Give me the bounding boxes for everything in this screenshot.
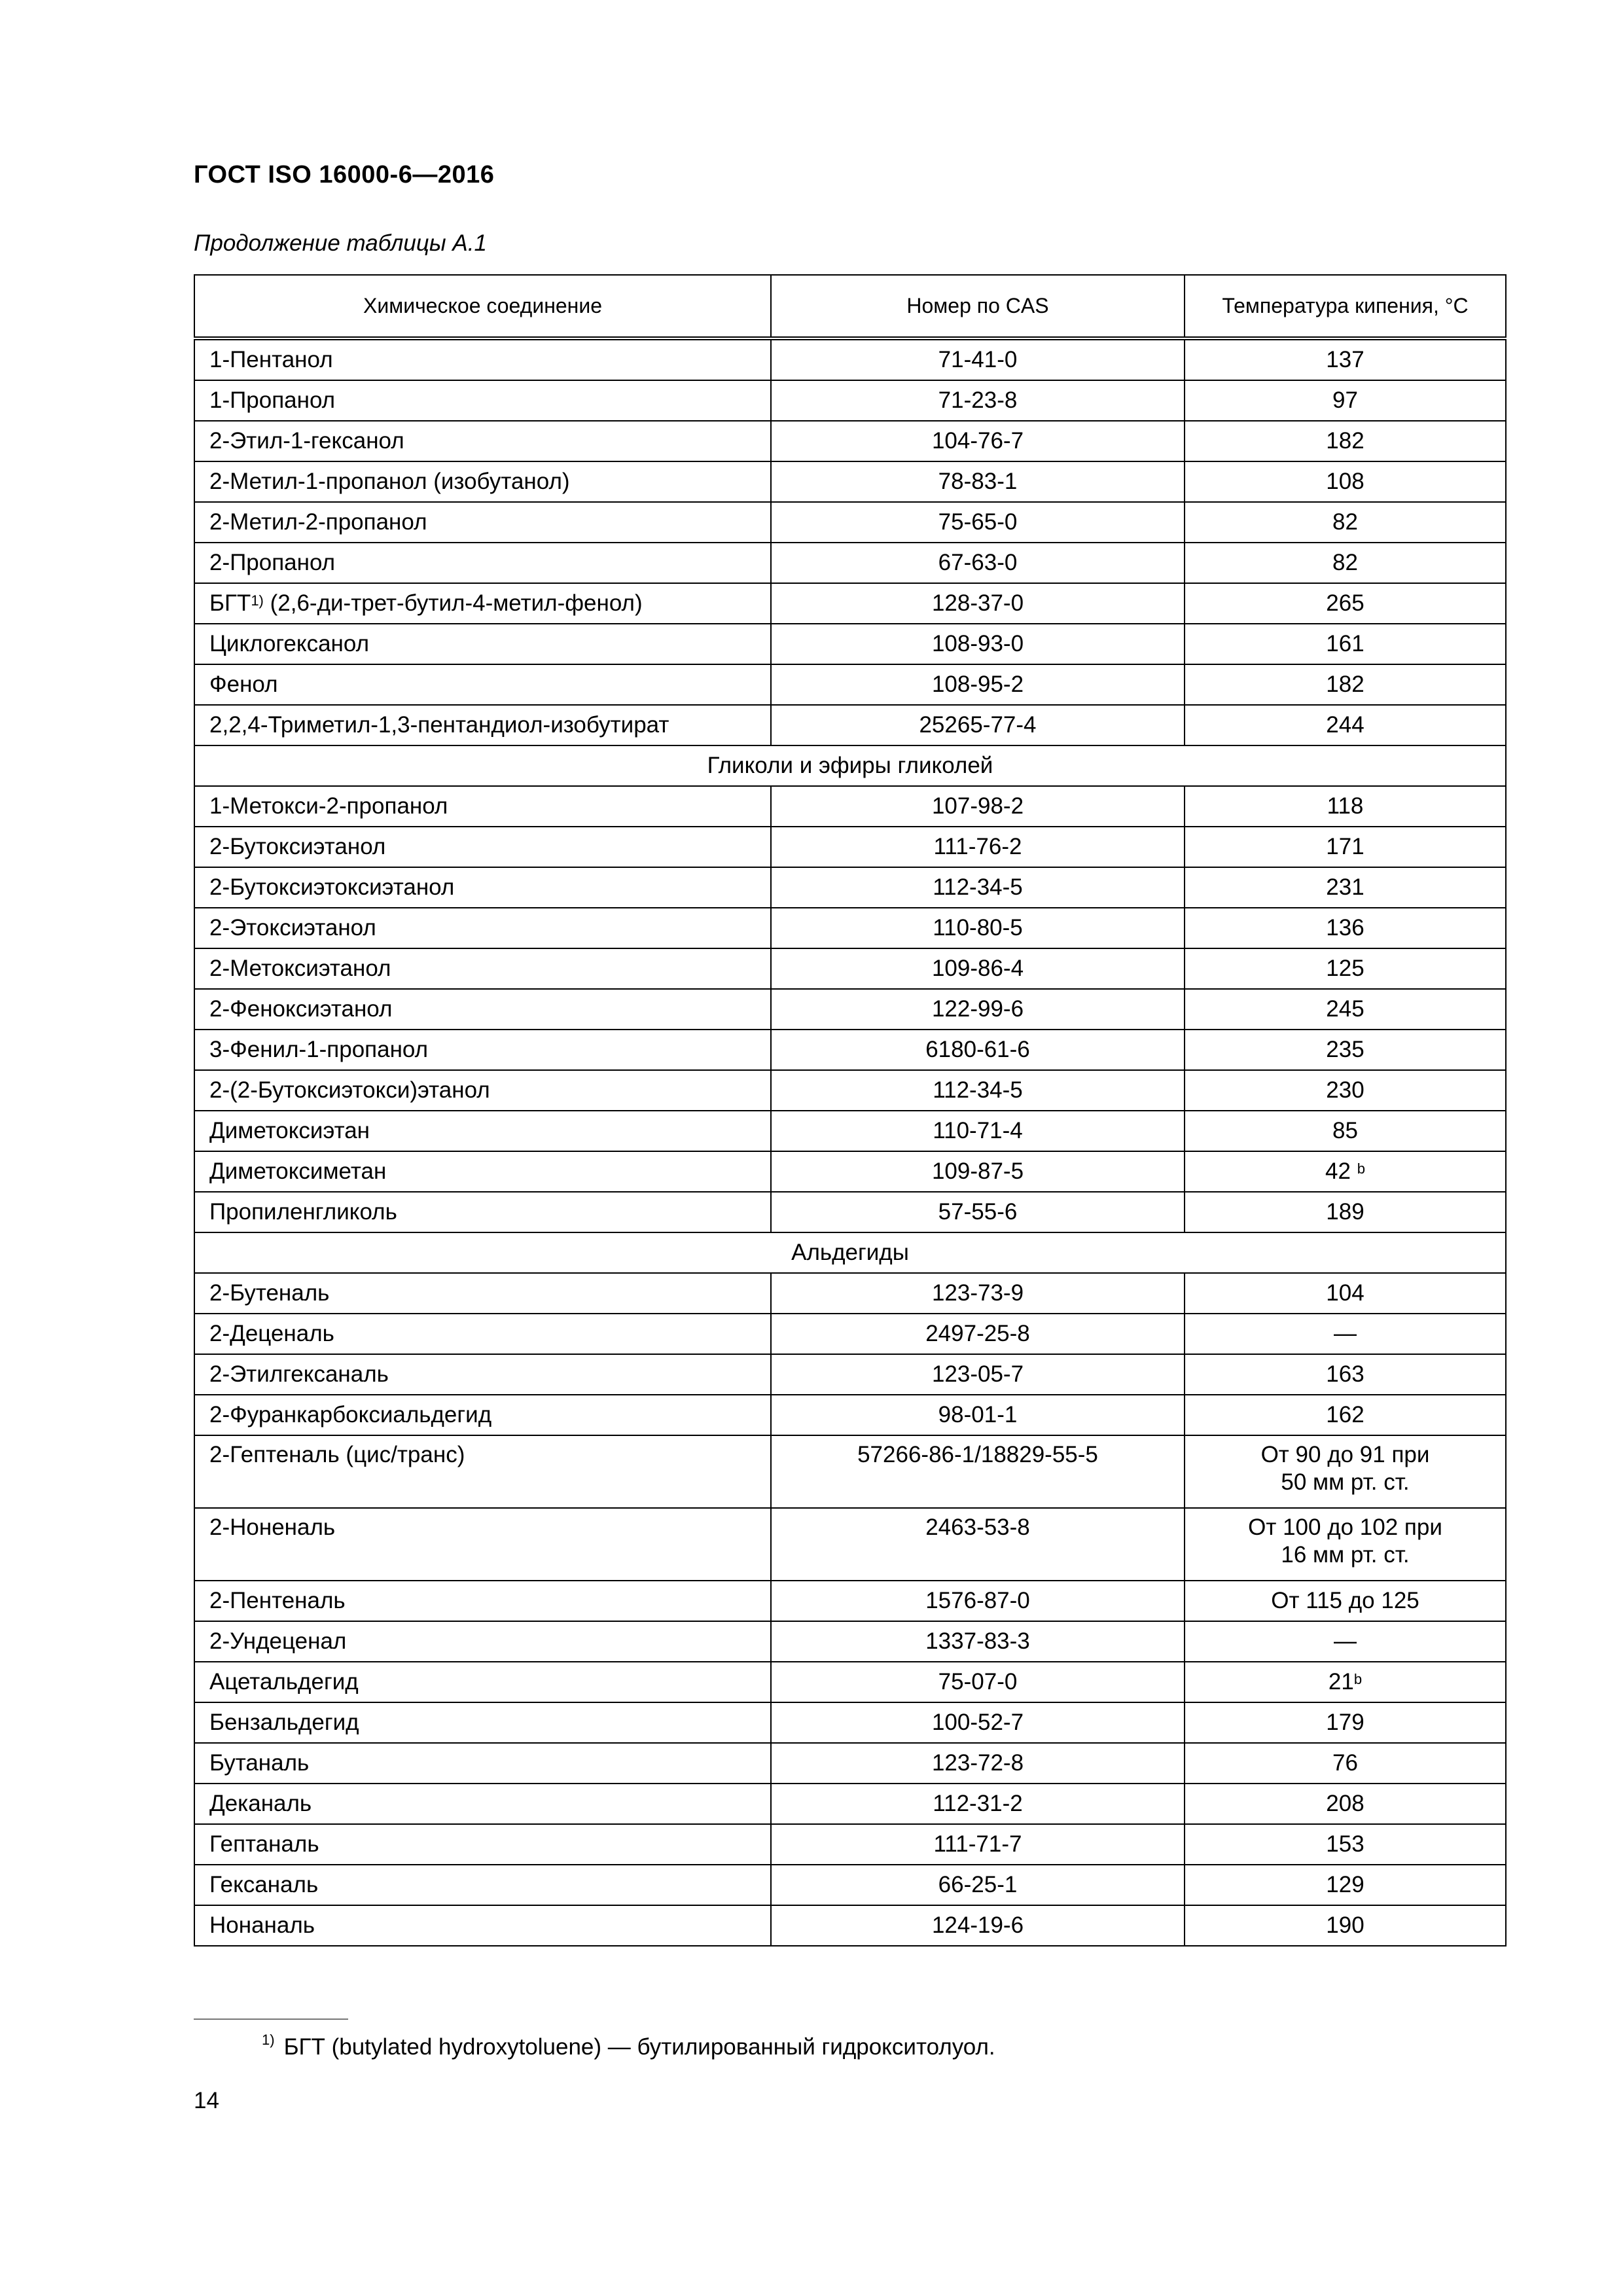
section-row [194, 745, 1506, 786]
boiling-point: От 90 до 91 при [1260, 1442, 1430, 1467]
compound-name-cell [194, 827, 771, 867]
compound-name: 2-Этилгексаналь [209, 1361, 389, 1387]
boiling-point-cell [1185, 1865, 1506, 1905]
compound-name: Диметоксиэтан [209, 1118, 370, 1143]
boiling-point-cell [1185, 421, 1506, 461]
boiling-point-cell [1185, 1662, 1506, 1702]
boiling-point: 76 [1332, 1750, 1358, 1776]
compound-name-cell [194, 502, 771, 543]
compound-name: Бензальдегид [209, 1710, 359, 1735]
compound-name-cell [194, 380, 771, 421]
compound-name: Диметоксиметан [209, 1158, 387, 1184]
table-row [194, 502, 1506, 543]
boiling-point-cell [1185, 1030, 1506, 1070]
compound-name: Гексаналь [209, 1872, 319, 1897]
compound-name-cell [194, 1192, 771, 1232]
table-row [194, 1743, 1506, 1784]
boiling-point-cell [1185, 1824, 1506, 1865]
compound-name-cell [194, 705, 771, 745]
boiling-point: 104 [1326, 1280, 1364, 1306]
boiling-point-cell [1185, 380, 1506, 421]
compound-name-cell [194, 421, 771, 461]
table-row [194, 948, 1506, 989]
boiling-point-cell [1185, 664, 1506, 705]
table-row [194, 1662, 1506, 1702]
boiling-point-cell [1185, 1111, 1506, 1151]
boiling-point-cell [1185, 1314, 1506, 1354]
boiling-point: 208 [1326, 1791, 1364, 1816]
table-row [194, 1905, 1506, 1946]
compound-name: 3-Фенил-1-пропанол [209, 1037, 429, 1062]
cas-number: 71-41-0 [771, 338, 1185, 380]
compound-name: Нонаналь [209, 1912, 315, 1938]
compound-name-cell [194, 1865, 771, 1905]
boiling-point-cell [1185, 1905, 1506, 1946]
table-row [194, 338, 1506, 380]
table-row [194, 1824, 1506, 1865]
table-row [194, 1151, 1506, 1192]
table-row [194, 786, 1506, 827]
compound-name-continued: (2,6-ди-трет-бутил-4-метил-фенол) [263, 590, 643, 616]
compound-name-cell [194, 908, 771, 948]
boiling-point: 163 [1326, 1361, 1364, 1387]
compound-name-cell [194, 664, 771, 705]
cas-number: 112-34-5 [771, 867, 1185, 908]
compound-name-cell [194, 1151, 771, 1192]
boiling-point: 161 [1326, 631, 1364, 656]
cas-number: 1337-83-3 [771, 1621, 1185, 1662]
cas-number: 123-72-8 [771, 1743, 1185, 1784]
boiling-point-cell [1185, 1581, 1506, 1621]
boiling-point-cell [1185, 867, 1506, 908]
boiling-point-cell [1185, 1702, 1506, 1743]
compounds-table [194, 274, 1507, 1946]
boiling-point-cell [1185, 705, 1506, 745]
compound-name-cell [194, 1905, 771, 1946]
boiling-point: 85 [1332, 1118, 1358, 1143]
cas-number: 109-86-4 [771, 948, 1185, 989]
table-row [194, 421, 1506, 461]
boiling-point-cell [1185, 583, 1506, 624]
cas-number: 67-63-0 [771, 543, 1185, 583]
cas-number: 98-01-1 [771, 1395, 1185, 1435]
compound-name: 2-Метил-1-пропанол (изобутанол) [209, 469, 570, 494]
boiling-point-cell [1185, 948, 1506, 989]
compound-name-cell [194, 543, 771, 583]
boiling-point: 97 [1332, 387, 1358, 413]
table-row [194, 1621, 1506, 1662]
cas-number: 78-83-1 [771, 461, 1185, 502]
table-row [194, 908, 1506, 948]
boiling-point: — [1334, 1321, 1357, 1346]
boiling-point: 189 [1326, 1199, 1364, 1225]
compound-name: 2-Деценаль [209, 1321, 334, 1346]
section-row [194, 1232, 1506, 1273]
compound-name-cell [194, 624, 771, 664]
boiling-point: 265 [1326, 590, 1364, 616]
boiling-point: От 100 до 102 при [1248, 1515, 1442, 1540]
compound-name-cell [194, 1273, 771, 1314]
table-caption: Продолжение таблицы А.1 [194, 230, 487, 256]
compound-name: БГТ [209, 590, 251, 616]
compound-name: Фенол [209, 672, 278, 697]
boiling-point: 137 [1326, 347, 1364, 372]
compound-name: 2-Фуранкарбоксиальдегид [209, 1402, 492, 1427]
cas-number: 57266-86-1/18829-55-5 [771, 1435, 1185, 1508]
cas-number: 123-73-9 [771, 1273, 1185, 1314]
boiling-point: 21 [1328, 1669, 1354, 1695]
cas-number: 104-76-7 [771, 421, 1185, 461]
footnote-text: БГТ (butylated hydroxytoluene) — бутилированный гидрокситолуол. [283, 2034, 995, 2060]
table-row [194, 1784, 1506, 1824]
compound-name: 2-Пропанол [209, 550, 336, 575]
table-row [194, 1581, 1506, 1621]
boiling-point-cell [1185, 543, 1506, 583]
compound-name-cell [194, 1395, 771, 1435]
compound-name: 2-Ундеценал [209, 1628, 347, 1654]
boiling-point: 235 [1326, 1037, 1364, 1062]
compound-name-cell [194, 948, 771, 989]
table-row [194, 1354, 1506, 1395]
compound-name-cell [194, 1354, 771, 1395]
table-row [194, 1395, 1506, 1435]
cas-number: 66-25-1 [771, 1865, 1185, 1905]
compound-name-cell [194, 1743, 771, 1784]
boiling-point-cell [1185, 1070, 1506, 1111]
boiling-point-cell [1185, 461, 1506, 502]
boiling-point: 82 [1332, 509, 1358, 535]
table-row [194, 1111, 1506, 1151]
section-heading: Альдегиды [194, 1232, 1506, 1273]
boiling-point: 231 [1326, 874, 1364, 900]
cas-number: 112-34-5 [771, 1070, 1185, 1111]
compound-name-cell [194, 1702, 771, 1743]
boiling-point: 190 [1326, 1912, 1364, 1938]
boiling-point: 118 [1327, 793, 1364, 819]
boiling-point: От 115 до 125 [1271, 1588, 1419, 1613]
boiling-point-cell [1185, 1273, 1506, 1314]
compound-name: 2-Гептеналь (цис/транс) [209, 1442, 465, 1467]
boiling-point: 245 [1326, 996, 1364, 1022]
compound-name: 2,2,4-Триметил-1,3-пентандиол-изобутират [209, 712, 669, 738]
compound-name: 2-Этил-1-гексанол [209, 428, 404, 454]
compound-name-cell [194, 338, 771, 380]
table-row [194, 1030, 1506, 1070]
cas-number: 124-19-6 [771, 1905, 1185, 1946]
compound-name-cell [194, 1621, 771, 1662]
note-marker: b [1353, 1671, 1363, 1687]
boiling-point: 82 [1332, 550, 1358, 575]
boiling-point-cell [1185, 1354, 1506, 1395]
cas-number: 71-23-8 [771, 380, 1185, 421]
footnote-divider [194, 2018, 348, 2020]
table-body [194, 338, 1506, 1946]
compound-name: Циклогексанол [209, 631, 370, 656]
boiling-point: 182 [1326, 672, 1364, 697]
compound-name-cell [194, 1314, 771, 1354]
boiling-point-cell [1185, 989, 1506, 1030]
boiling-point-cell [1185, 827, 1506, 867]
footnote-reference: 1) [251, 592, 264, 609]
column-header-boiling-point: Температура кипения, °C [1185, 275, 1506, 338]
compound-name: Ацетальдегид [209, 1669, 359, 1695]
table-row [194, 827, 1506, 867]
compound-name-cell [194, 1662, 771, 1702]
compound-name: 2-Бутоксиэтанол [209, 834, 386, 859]
compound-name: 2-Бутеналь [209, 1280, 330, 1306]
boiling-point-cell [1185, 1435, 1506, 1508]
boiling-point: — [1334, 1628, 1357, 1654]
column-header-compound: Химическое соединение [194, 275, 771, 338]
boiling-point-cell [1185, 908, 1506, 948]
boiling-point: 153 [1326, 1831, 1364, 1857]
table-row [194, 1273, 1506, 1314]
cas-number: 108-95-2 [771, 664, 1185, 705]
cas-number: 107-98-2 [771, 786, 1185, 827]
cas-number: 123-05-7 [771, 1354, 1185, 1395]
compound-name: 2-Метоксиэтанол [209, 956, 391, 981]
cas-number: 75-07-0 [771, 1662, 1185, 1702]
compound-name: Бутаналь [209, 1750, 310, 1776]
boiling-point-cell [1185, 786, 1506, 827]
table-row [194, 543, 1506, 583]
compound-name-cell [194, 867, 771, 908]
compound-name-cell [194, 1824, 771, 1865]
column-header-cas: Номер по CAS [771, 275, 1185, 338]
boiling-point: 136 [1326, 915, 1364, 941]
table-row [194, 624, 1506, 664]
compound-name-cell [194, 1111, 771, 1151]
compound-name: Пропиленгликоль [209, 1199, 397, 1225]
compound-name: 2-Этоксиэтанол [209, 915, 376, 941]
table-row [194, 1192, 1506, 1232]
boiling-point: 42 [1325, 1158, 1357, 1184]
table-row [194, 664, 1506, 705]
cas-number: 112-31-2 [771, 1784, 1185, 1824]
table-row [194, 1070, 1506, 1111]
boiling-point-cell [1185, 1192, 1506, 1232]
boiling-point-cell [1185, 1743, 1506, 1784]
table-row [194, 380, 1506, 421]
cas-number: 57-55-6 [771, 1192, 1185, 1232]
compound-name-cell [194, 1784, 771, 1824]
cas-number: 122-99-6 [771, 989, 1185, 1030]
boiling-point: 171 [1326, 834, 1364, 859]
table-row [194, 583, 1506, 624]
document-header: ГОСТ ISO 16000-6—2016 [194, 161, 495, 188]
table-row [194, 1314, 1506, 1354]
compound-name: 2-(2-Бутоксиэтокси)этанол [209, 1077, 490, 1103]
cas-number: 100-52-7 [771, 1702, 1185, 1743]
boiling-point: 129 [1326, 1872, 1364, 1897]
boiling-point: 108 [1326, 469, 1364, 494]
boiling-point-cell [1185, 1621, 1506, 1662]
cas-number: 128-37-0 [771, 583, 1185, 624]
boiling-point-cell [1185, 1395, 1506, 1435]
boiling-point: 230 [1326, 1077, 1364, 1103]
boiling-point-condition: 50 мм рт. ст. [1281, 1469, 1410, 1495]
boiling-point: 162 [1326, 1402, 1364, 1427]
table-row [194, 1865, 1506, 1905]
compound-name-cell [194, 1030, 771, 1070]
table-row [194, 1435, 1506, 1508]
cas-number: 25265-77-4 [771, 705, 1185, 745]
compound-name: 1-Пропанол [209, 387, 336, 413]
boiling-point: 182 [1326, 428, 1364, 454]
cas-number: 6180-61-6 [771, 1030, 1185, 1070]
compound-name: 2-Метил-2-пропанол [209, 509, 427, 535]
cas-number: 1576-87-0 [771, 1581, 1185, 1621]
cas-number: 111-71-7 [771, 1824, 1185, 1865]
compound-name: 2-Бутоксиэтоксиэтанол [209, 874, 455, 900]
cas-number: 108-93-0 [771, 624, 1185, 664]
cas-number: 110-80-5 [771, 908, 1185, 948]
cas-number: 110-71-4 [771, 1111, 1185, 1151]
boiling-point-condition: 16 мм рт. ст. [1281, 1542, 1410, 1568]
footnote [262, 2034, 995, 2060]
table-row [194, 705, 1506, 745]
boiling-point-cell [1185, 502, 1506, 543]
boiling-point: 179 [1326, 1710, 1364, 1735]
compound-name-cell [194, 1581, 771, 1621]
section-heading: Гликоли и эфиры гликолей [194, 745, 1506, 786]
note-marker: b [1357, 1160, 1365, 1177]
boiling-point: 244 [1326, 712, 1364, 738]
cas-number: 75-65-0 [771, 502, 1185, 543]
compound-name: 1-Пентанол [209, 347, 333, 372]
table-row [194, 461, 1506, 502]
boiling-point-cell [1185, 624, 1506, 664]
compound-name-cell [194, 1435, 771, 1508]
table-row [194, 1702, 1506, 1743]
compound-name: Деканаль [209, 1791, 312, 1816]
cas-number: 2463-53-8 [771, 1508, 1185, 1581]
compound-name-cell [194, 1508, 771, 1581]
boiling-point-cell [1185, 1784, 1506, 1824]
compound-name-cell [194, 989, 771, 1030]
cas-number: 2497-25-8 [771, 1314, 1185, 1354]
page-number: 14 [194, 2088, 219, 2113]
table-row [194, 989, 1506, 1030]
compound-name-cell [194, 786, 771, 827]
cas-number: 111-76-2 [771, 827, 1185, 867]
compound-name-cell [194, 583, 771, 624]
compound-name-cell [194, 1070, 771, 1111]
table-header-row [194, 275, 1506, 338]
compound-name: 2-Феноксиэтанол [209, 996, 393, 1022]
compound-name: Гептаналь [209, 1831, 319, 1857]
compound-name-cell [194, 461, 771, 502]
boiling-point-cell [1185, 338, 1506, 380]
table-row [194, 1508, 1506, 1581]
boiling-point-cell [1185, 1508, 1506, 1581]
compound-name: 2-Пентеналь [209, 1588, 346, 1613]
compound-name: 2-Ноненаль [209, 1515, 336, 1540]
cas-number: 109-87-5 [771, 1151, 1185, 1192]
compound-name: 1-Метокси-2-пропанол [209, 793, 448, 819]
boiling-point-cell [1185, 1151, 1506, 1192]
boiling-point: 125 [1326, 956, 1364, 981]
footnote-marker: 1) [262, 2032, 275, 2048]
table-row [194, 867, 1506, 908]
